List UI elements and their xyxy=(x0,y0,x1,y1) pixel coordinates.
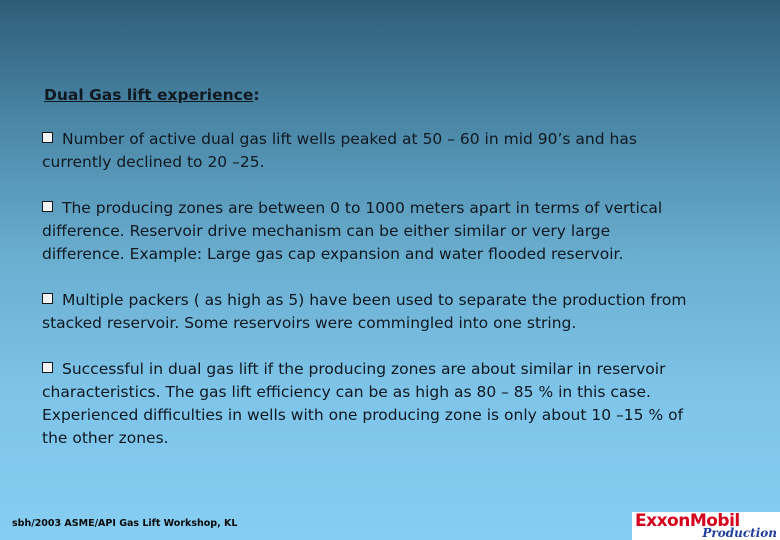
checkbox-square-icon xyxy=(42,362,53,373)
slide-title-text: Dual Gas lift experience xyxy=(44,86,254,104)
exxonmobil-logo: ExxonMobil xyxy=(635,511,740,531)
bullet-list xyxy=(42,128,732,473)
bullet-line: Successful in dual gas lift if the producing zones are about similar in reservoir xyxy=(62,360,666,378)
checkbox-square-icon xyxy=(42,201,53,212)
bullet-line: currently declined to 20 –25. xyxy=(42,153,265,171)
bullet-line: Experienced difficulties in wells with one producing zone is only about 10 –15 % of xyxy=(42,406,684,424)
bullet-line: Number of active dual gas lift wells peaked at 50 – 60 in mid 90’s and has xyxy=(62,130,637,148)
slide-title-colon: : xyxy=(253,86,260,104)
bullet-item xyxy=(42,358,732,450)
brand-subtitle: Production xyxy=(702,526,777,540)
footer-credit: sbh/2003 ASME/API Gas Lift Workshop, KL xyxy=(12,518,238,529)
bullet-line: difference. Example: Large gas cap expansion and water flooded reservoir. xyxy=(42,245,624,263)
checkbox-square-icon xyxy=(42,293,53,304)
bullet-item xyxy=(42,289,732,335)
bullet-line: stacked reservoir. Some reservoirs were commingled into one string. xyxy=(42,314,577,332)
bullet-item xyxy=(42,197,732,266)
bullet-line: Multiple packers ( as high as 5) have been used to separate the production from xyxy=(62,291,687,309)
slide-title xyxy=(44,86,260,104)
bullet-line: The producing zones are between 0 to 1000 meters apart in terms of vertical xyxy=(62,199,663,217)
bullet-line: the other zones. xyxy=(42,429,169,447)
bullet-line: characteristics. The gas lift efficiency can be as high as 80 – 85 % in this case. xyxy=(42,383,651,401)
checkbox-square-icon xyxy=(42,132,53,143)
bullet-item xyxy=(42,128,732,174)
brand-logo-block xyxy=(632,512,780,540)
bullet-line: difference. Reservoir drive mechanism can be either similar or very large xyxy=(42,222,611,240)
